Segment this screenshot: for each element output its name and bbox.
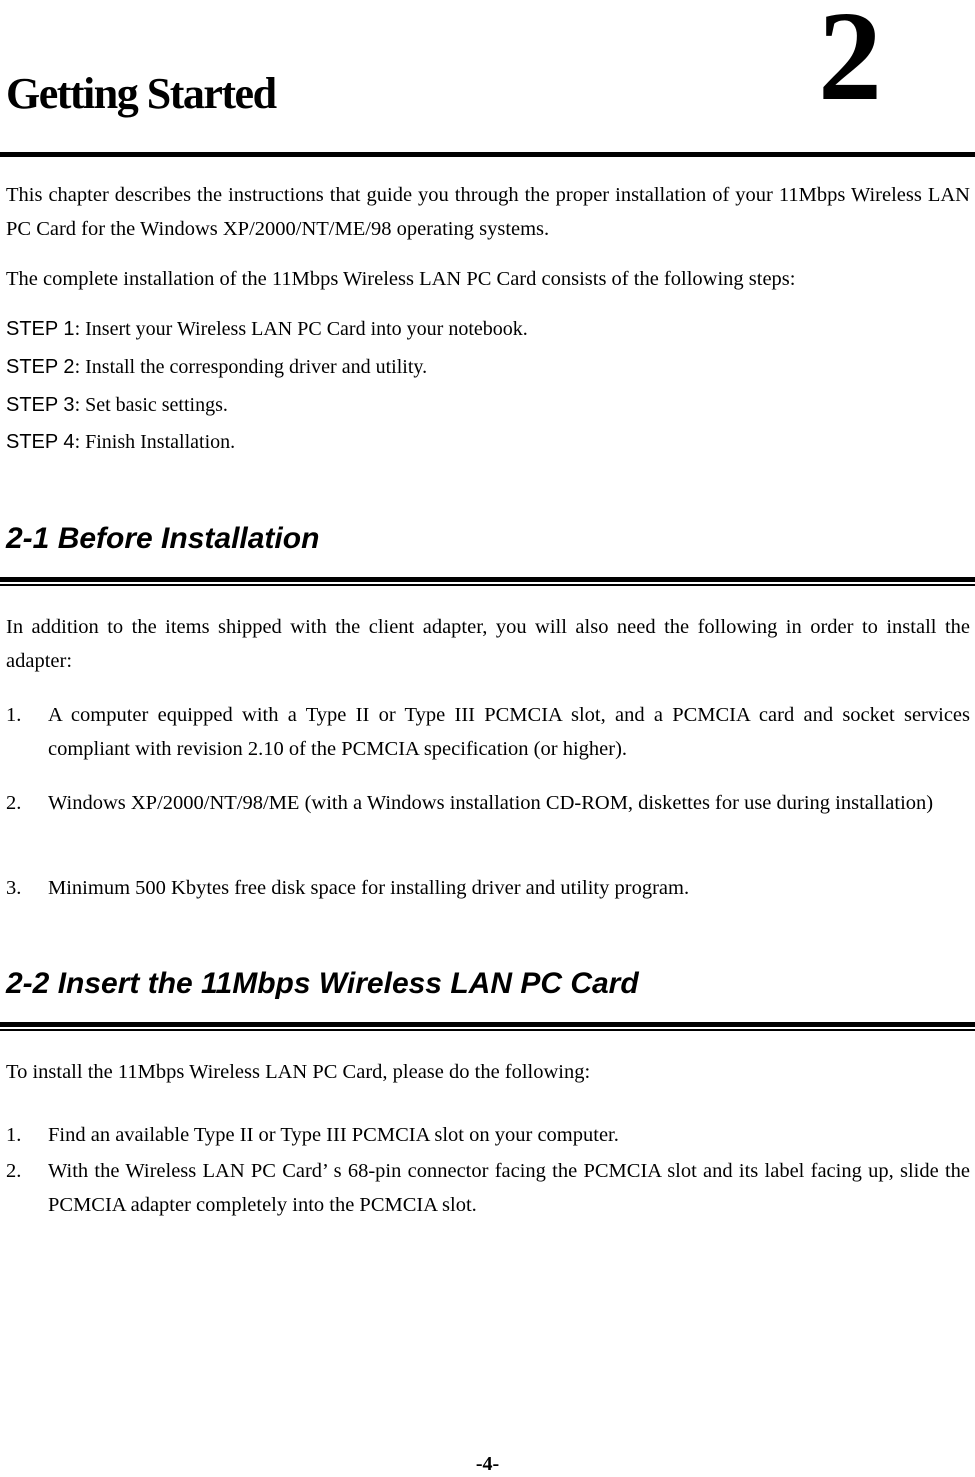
list-text: Find an available Type II or Type III PCMCIA slot on your computer. [48, 1124, 619, 1146]
list-item [6, 698, 970, 766]
step-item-2 [6, 355, 427, 379]
list-number: 1. [6, 704, 22, 726]
section-divider [0, 1022, 975, 1031]
section-heading-before-installation: 2-1 Before Installation [6, 522, 320, 555]
list-number: 3. [6, 877, 22, 899]
step-label: STEP 3 [6, 394, 75, 416]
list-text: With the Wireless LAN PC Card’ s 68-pin connector facing the PCMCIA slot and its label facing up, slide the PCMCIA adapter completely into the PCMCIA slot. [48, 1160, 970, 1216]
list-item [6, 1154, 970, 1222]
list-item [6, 871, 970, 905]
intro-paragraph: This chapter describes the instructions that guide you through the proper installation of your 11Mbps Wireless LAN PC Card for the Windows XP/2000/NT/ME/98 operating systems. [6, 184, 970, 240]
step-label: STEP 1 [6, 318, 75, 340]
list-number: 2. [6, 792, 22, 814]
list-item [6, 1118, 970, 1152]
step-text: : Install the corresponding driver and utility. [74, 356, 428, 378]
chapter-number: 2 [818, 0, 882, 127]
step-item-4 [6, 430, 235, 454]
section-intro: To install the 11Mbps Wireless LAN PC Card, please do the following: [6, 1061, 591, 1083]
step-text: : Set basic settings. [74, 394, 228, 416]
section-divider [0, 577, 975, 586]
list-text: Windows XP/2000/NT/98/ME (with a Windows installation CD-ROM, diskettes for use during installation) [48, 792, 934, 814]
step-item-3 [6, 393, 228, 417]
step-label: STEP 2 [6, 356, 75, 378]
list-text: A computer equipped with a Type II or Type III PCMCIA slot, and a PCMCIA card and socket services compliant with revision 2.10 of the PCMCIA specification (or higher). [48, 704, 970, 760]
step-item-1 [6, 317, 528, 341]
section-heading-insert-card: 2-2 Insert the 11Mbps Wireless LAN PC Card [6, 967, 639, 1000]
page-number: -4- [475, 1453, 500, 1475]
chapter-title: Getting Started [6, 69, 276, 118]
step-text: : Insert your Wireless LAN PC Card into your notebook. [74, 318, 528, 340]
section-intro: In addition to the items shipped with the client adapter, you will also need the following in order to install the adapter: [6, 616, 970, 672]
list-item [6, 786, 970, 820]
step-text: : Finish Installation. [74, 431, 236, 453]
list-number: 1. [6, 1124, 22, 1146]
chapter-divider [0, 152, 975, 157]
list-text: Minimum 500 Kbytes free disk space for installing driver and utility program. [48, 877, 690, 899]
list-number: 2. [6, 1160, 22, 1182]
intro-steps-lead: The complete installation of the 11Mbps Wireless LAN PC Card consists of the following steps: [6, 268, 796, 290]
step-label: STEP 4 [6, 431, 75, 453]
